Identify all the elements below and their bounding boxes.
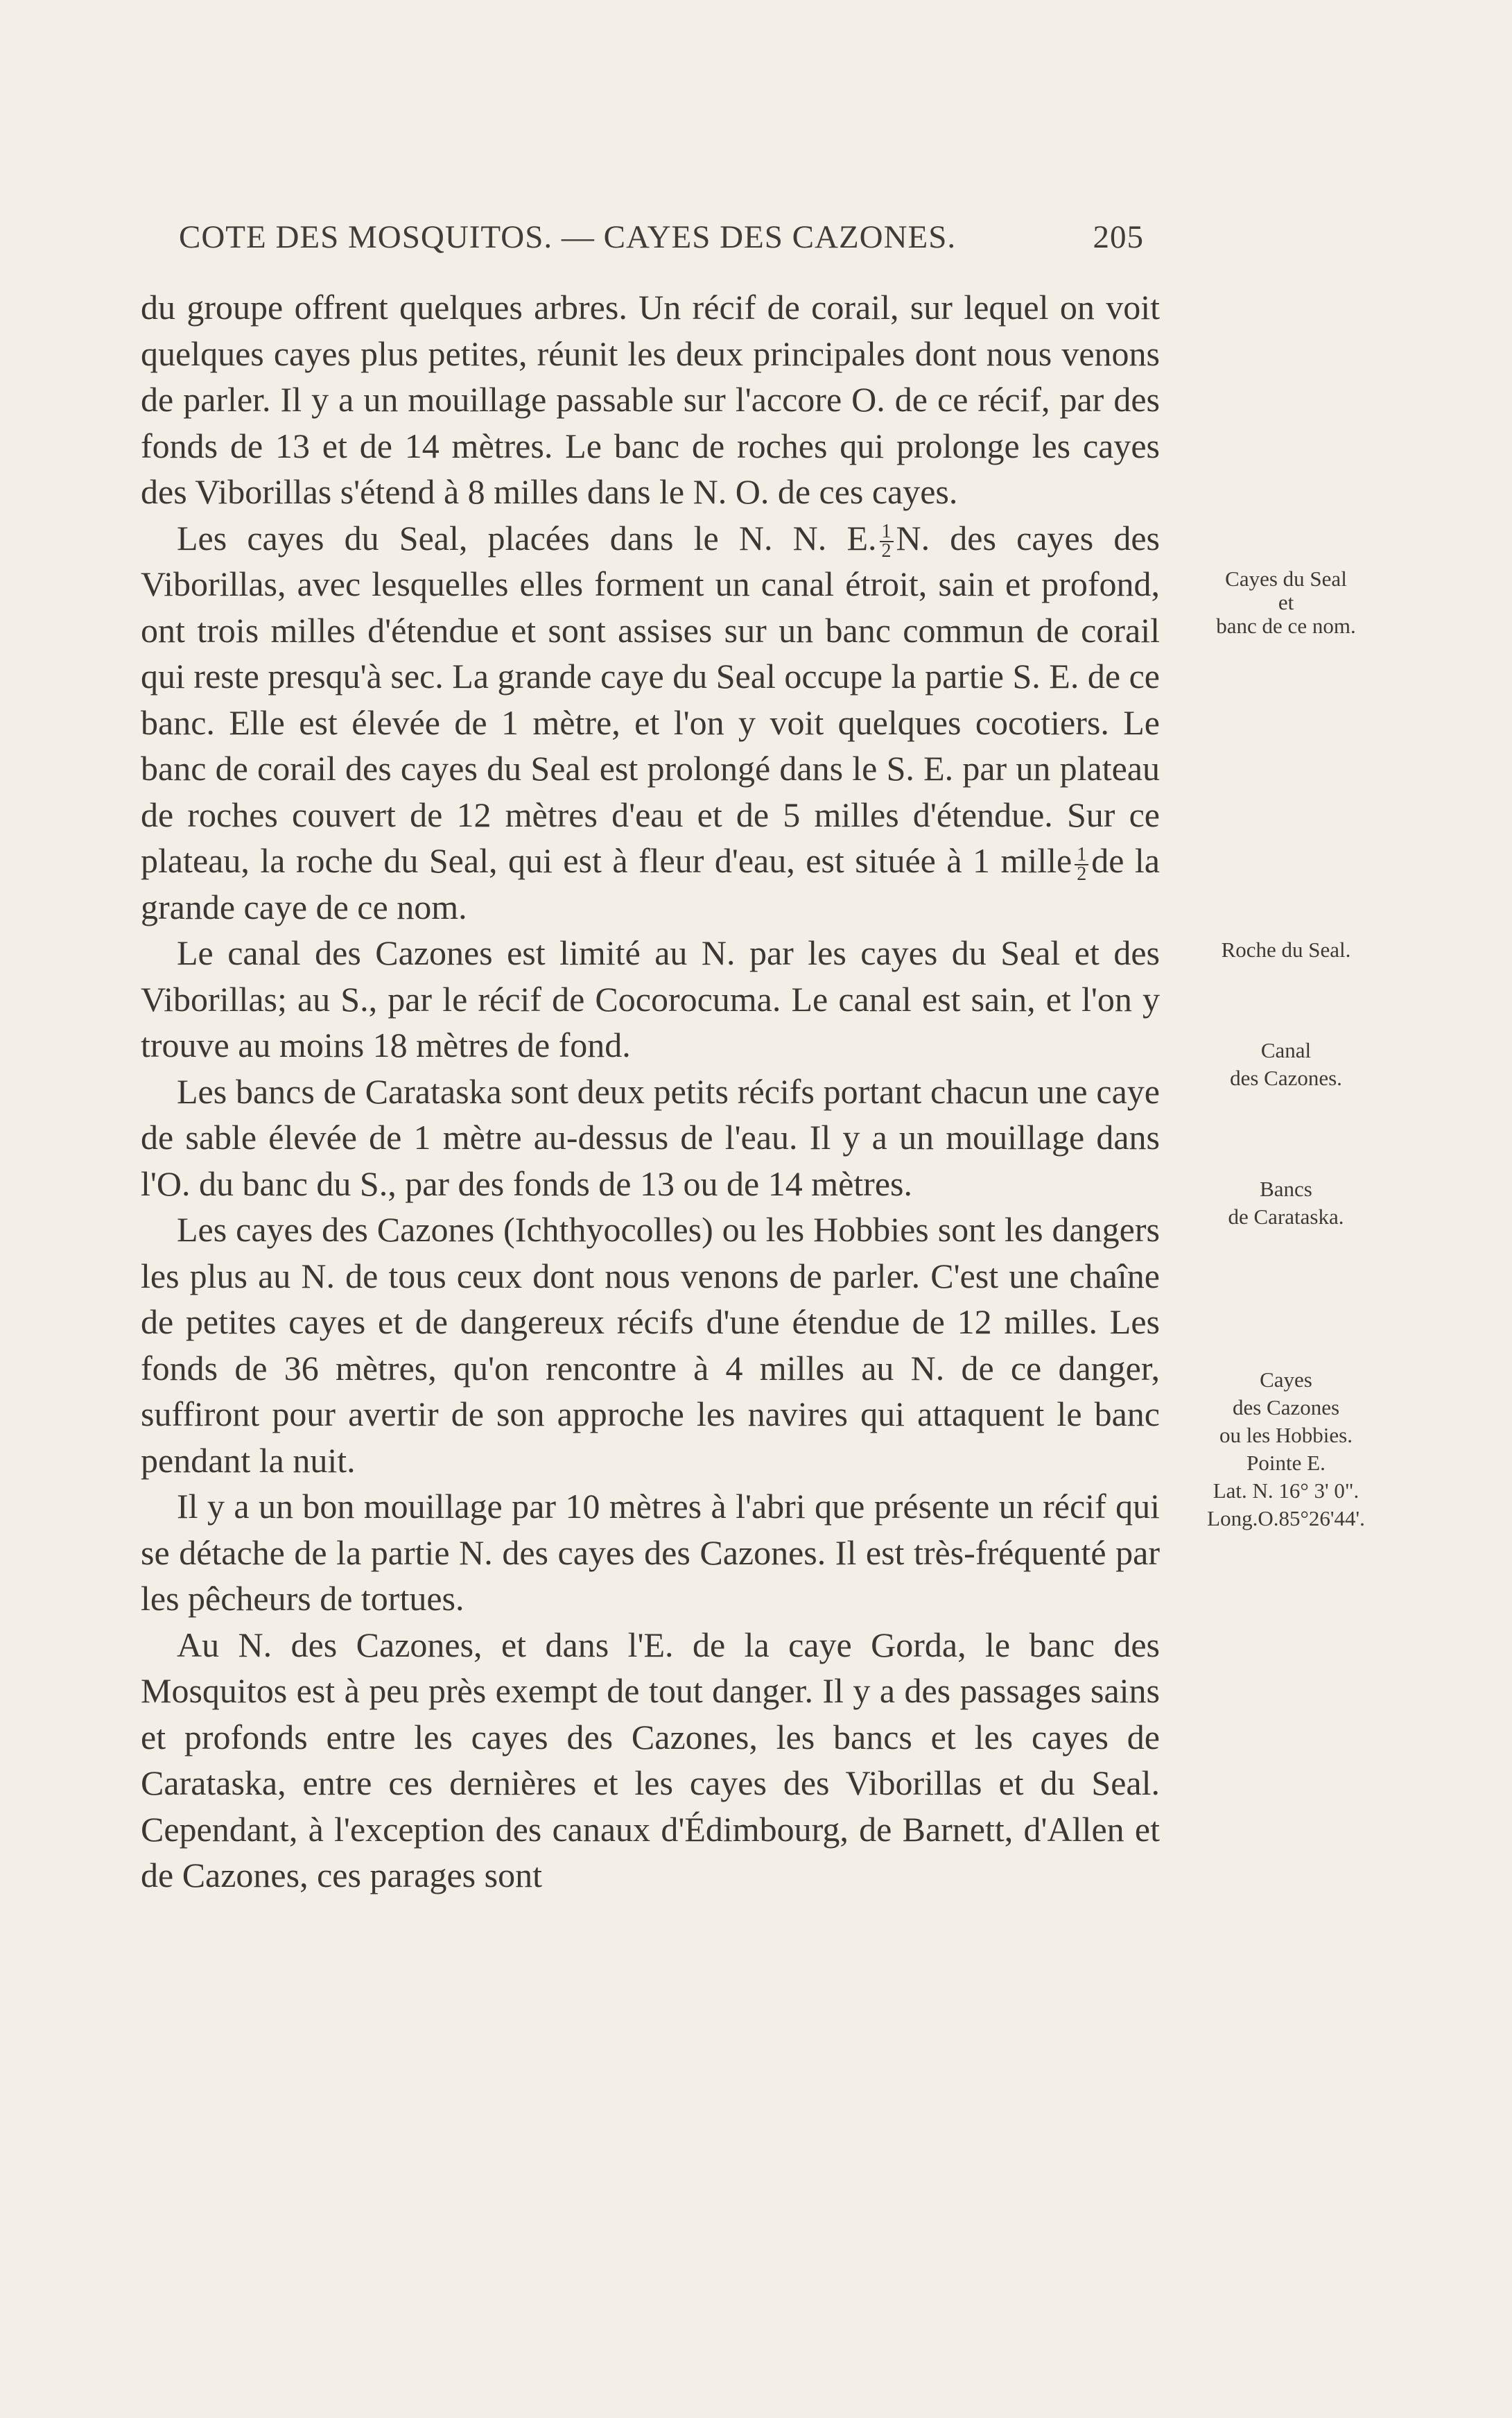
paragraph-2-part-a: Les cayes du Seal, placées dans le N. N. E. (177, 518, 877, 558)
page-number: 205 (1093, 219, 1144, 255)
body-text (141, 284, 1160, 1899)
paragraph-2-part-c: de la grande caye de ce nom. (141, 841, 1161, 926)
running-head-title: COTE DES MOSQUITOS. — CAYES DES CAZONES. (179, 219, 957, 255)
margin-note-cazones-cayes (1179, 1366, 1393, 1532)
margin-note-line: de Carataska. (1228, 1204, 1344, 1229)
margin-note-line: Lat. N. 16° 3' 0". (1213, 1478, 1359, 1503)
margin-note-line: et (1278, 590, 1294, 614)
margin-note-line: Long.O.85°26'44'. (1207, 1506, 1365, 1530)
paragraph-4: Les bancs de Carataska sont deux petits récifs portant chacun une caye de sable élevée de 1 mètre au-dessus de l'eau. Il y a un mouillage dans l'O. du banc du S., par des fonds de 13 ou de 14 mètres. (141, 1071, 1160, 1203)
margin-note-line: Pointe E. (1246, 1451, 1326, 1475)
running-head (179, 218, 1144, 256)
margin-note-line: ou les Hobbies. (1219, 1423, 1353, 1447)
paragraph-6: Il y a un bon mouillage par 10 mètres à l'abri que présente un récif qui se détache de la partie N. des cayes des Cazones. Il est très-fréquenté par les pêcheurs de tortues. (141, 1487, 1160, 1618)
margin-note-seal-rock (1179, 936, 1393, 964)
fraction-distance (1075, 843, 1088, 885)
paragraph-2 (141, 515, 1160, 931)
margin-note-line: Cayes (1260, 1367, 1312, 1392)
margin-note-line: Cayes du Seal (1225, 567, 1347, 591)
paragraph-2-part-b: N. des cayes des Viborillas, avec lesquelles elles forment un canal étroit, sain et profond, ont trois milles d'étendue et sont assises sur un banc commun de corail qui reste presqu'à sec. La grande caye du Seal occupe la partie S. E. de ce banc. Elle est élevée de 1 mètre, et l'on y voit quelques cocotiers. Le banc de corail des cayes du Seal est prolongé dans le S. E. par un plateau de roches couvert de 12 mètres d'eau et de 5 milles d'étendue. Sur ce plateau, la roche du Seal, qui est à fleur d'eau, est située à 1 mille (141, 518, 1160, 880)
margin-note-carataska-banks (1179, 1175, 1393, 1231)
margin-note-cazones-canal (1179, 1037, 1393, 1092)
paragraph-1: du groupe offrent quelques arbres. Un récif de corail, sur lequel on voit quelques cayes plus petites, réunit les deux principales dont nous venons de parler. Il y a un mouillage passable sur l'accore O. de ce récif, par des fonds de 13 et de 14 mètres. Le banc de roches qui prolonge les cayes des Viborillas s'étend à 8 milles dans le N. O. de ces cayes. (141, 288, 1160, 511)
margin-note-line: Roche du Seal. (1221, 938, 1351, 962)
margin-note-line: des Cazones. (1230, 1066, 1342, 1090)
paragraph-3: Le canal des Cazones est limité au N. par les cayes du Seal et des Viborillas; au S., par le récif de Cocorocuma. Le canal est sain, et l'on y trouve au moins 18 mètres de fond. (141, 933, 1160, 1064)
fraction-bearing-denominator: 2 (881, 540, 892, 562)
margin-note-line: Canal (1260, 1038, 1312, 1062)
fraction-bearing-numerator: 1 (880, 523, 894, 542)
margin-note-line: des Cazones (1232, 1395, 1340, 1419)
fraction-distance-numerator: 1 (1075, 846, 1088, 865)
margin-note-seal-cayes (1179, 565, 1393, 640)
paragraph-5: Les cayes des Cazones (Ichthyocolles) ou les Hobbies sont les dangers les plus au N. de tous ceux dont nous venons de parler. C'est une chaîne de petites cayes et de dangereux récifs d'une étendue de 12 milles. Les fonds de 36 mètres, qu'on rencontre à 4 milles au N. de ce danger, suffiront pour avertir de son approche les navires qui attaquent le banc pendant la nuit. (141, 1210, 1160, 1480)
margin-note-line: banc de ce nom. (1216, 614, 1356, 638)
margin-note-line: Bancs (1260, 1177, 1312, 1201)
fraction-distance-denominator: 2 (1077, 863, 1087, 885)
paragraph-7: Au N. des Cazones, et dans l'E. de la caye Gorda, le banc des Mosquitos est à peu près exempt de tout danger. Il y a des passages sains et profonds entre les cayes des Cazones, les bancs et les cayes de Carataska, entre ces dernières et les cayes des Viborillas et du Seal. Cependant, à l'exception des canaux d'Édimbourg, de Barnett, d'Allen et de Cazones, ces parages sont (141, 1625, 1160, 1894)
fraction-bearing (880, 523, 894, 560)
